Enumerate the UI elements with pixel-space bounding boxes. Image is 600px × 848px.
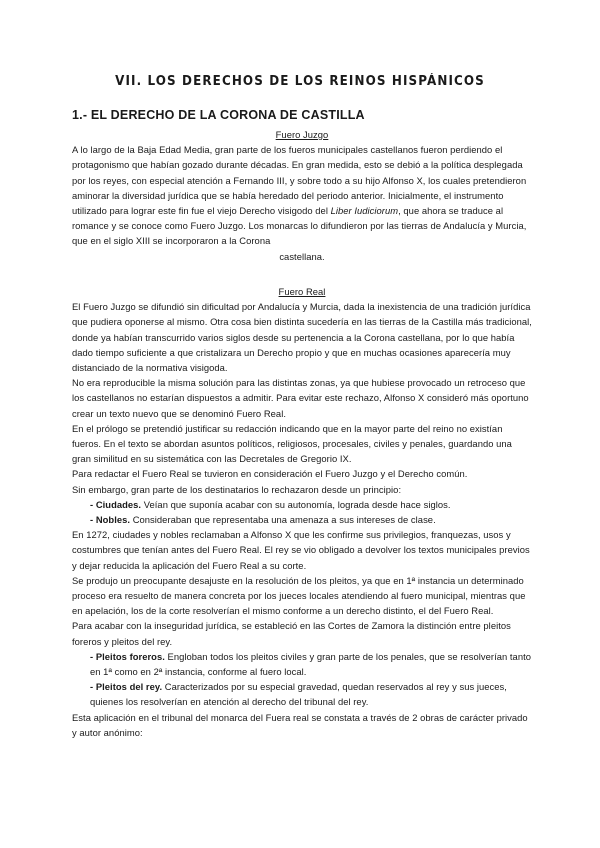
bullet-ciudades-text: Veían que suponía acabar con su autonomía, lograda desde hace siglos. [141,498,451,510]
page-title: VII. LOS DERECHOS DE LOS REINOS HISPÁNICOS [115,74,485,89]
fuero-juzgo-text-b: , que ahora se traduce al romance y se conoce como Fuero Juzgo. Los monarcas lo difundieron por las tierras de Andalucía y Murcia, que en el siglo XIII se incorporaron a la Corona [72,205,527,247]
bullet-pleitos-foreros [72,649,532,679]
bullet-nobles-label: - Nobles. [90,514,131,526]
fuero-real-paragraph-1: El Fuero Juzgo se difundió sin dificultad por Andalucía y Murcia, dada la inexistencia de una tradición jurídica que pudiera oponerse al mismo. Otra cosa bien distinta sucedería en las tierras de la Castilla más tradicional, donde ya habían transcurrido varios siglos desde su pertenencia a la Corona castellana, por lo que había dado tiempo suficiente a que cristalizara un Derecho propio y que en muchas ocasiones aparecería muy distanciado de la normativa visigoda. [72,301,532,374]
fuero-real-paragraph-5: Sin embargo, gran parte de los destinatarios lo rechazaron desde un principio: [72,483,402,495]
fuero-real-paragraph-9: Esta aplicación en el tribunal del monarca del Fuera real se constata a través de 2 obras de carácter privado y autor anónimo: [72,711,528,738]
bullet-pleitos-del-rey-label: - Pleitos del rey. [90,681,163,693]
bullet-ciudades [72,497,532,512]
bullet-nobles-text: Consideraban que representaba una amenaza a sus intereses de clase. [130,514,436,526]
bullet-pleitos-del-rey-text: Caracterizados por su especial gravedad, quedan reservados al rey y sus jueces, quienes los resolverían en atención al derecho del tribunal del rey. [90,681,507,708]
fuero-real-paragraph-3: En el prólogo se pretendió justificar su redacción indicando que en la mayor parte del reino no existían fueros. En el texto se abordan asuntos políticos, religiosos, procesales, civiles y penales, guardando una gran similitud en su sistemática con las Decretales de Gregorio IX. [72,422,512,465]
fuero-juzgo-paragraph [72,142,532,248]
fuero-juzgo-last-line: castellana. [279,250,325,262]
fuero-real-paragraph-2: No era reproducible la misma solución para las distintas zonas, ya que hubiese provocado un retroceso que los castellanos no estarían dispuestos a admitir. Para evitar este rechazo, Alfonso X consideró más oportuno crear un texto nuevo que se denominó Fuero Real. [72,377,529,419]
section-heading: 1.- EL DERECHO DE LA CORONA DE CASTILLA [72,108,365,122]
bullet-pleitos-foreros-text: Engloban todos los pleitos civiles y gran parte de los penales, que se resolverían tanto en 1ª como en 2ª instancia, conforme al fuero local. [90,650,532,678]
bullet-pleitos-del-rey [72,679,532,709]
fuero-real-paragraph-7: Se produjo un preocupante desajuste en la resolución de los pleitos, ya que en 1ª instancia un determinado proceso era resuelto de manera concreta por los jueces locales atendiendo al fuero municipal, mientras que en apelación, los de la corte resolverían el mismo conforme a un derecho distinto, el del Fuero Real. [72,574,526,617]
fuero-juzgo-text-a: A lo largo de la Baja Edad Media, gran parte de los fueros municipales castellanos fueron perdiendo el protagonismo que habían gozado durante décadas. En gran medida, esto se debió a la política desplegada por los reyes, con especial atención a Fernando III, y sobre todo a su hijo Alfonso X, los cuales pretendieron aminorar la diversidad jurídica que se había heredado del periodo anterior. Inicialmente, el instrumento utilizado para lograr este fin fue el viejo Derecho visigodo del [72,144,527,217]
bullet-nobles [72,512,532,527]
bullet-ciudades-label: - Ciudades. [90,498,142,510]
fuero-juzgo-section [72,127,532,279]
liber-iudiciorum-italic: Liber Iudiciorum [330,205,399,217]
bullet-pleitos-foreros-label: - Pleitos foreros. [90,650,165,662]
fuero-real-paragraph-6: En 1272, ciudades y nobles reclamaban a Alfonso X que les confirme sus privilegios, franquezas, usos y costumbres que tenían antes del Fuero Real. El rey se vio obligado a devolver los textos municipales previos y dejar reducida la aplicación del Fuero Real a su corte. [72,529,530,571]
fuero-real-heading: Fuero Real [278,286,326,297]
fuero-real-paragraph-4: Para redactar el Fuero Real se tuvieron en consideración el Fuero Juzgo y el Derecho común. [72,468,468,480]
fuero-real-section [72,284,532,740]
fuero-real-paragraph-8: Para acabar con la inseguridad jurídica, se estableció en las Cortes de Zamora la distinción entre pleitos foreros y pleitos del rey. [72,620,511,647]
fuero-juzgo-heading: Fuero Juzgo [275,129,329,140]
